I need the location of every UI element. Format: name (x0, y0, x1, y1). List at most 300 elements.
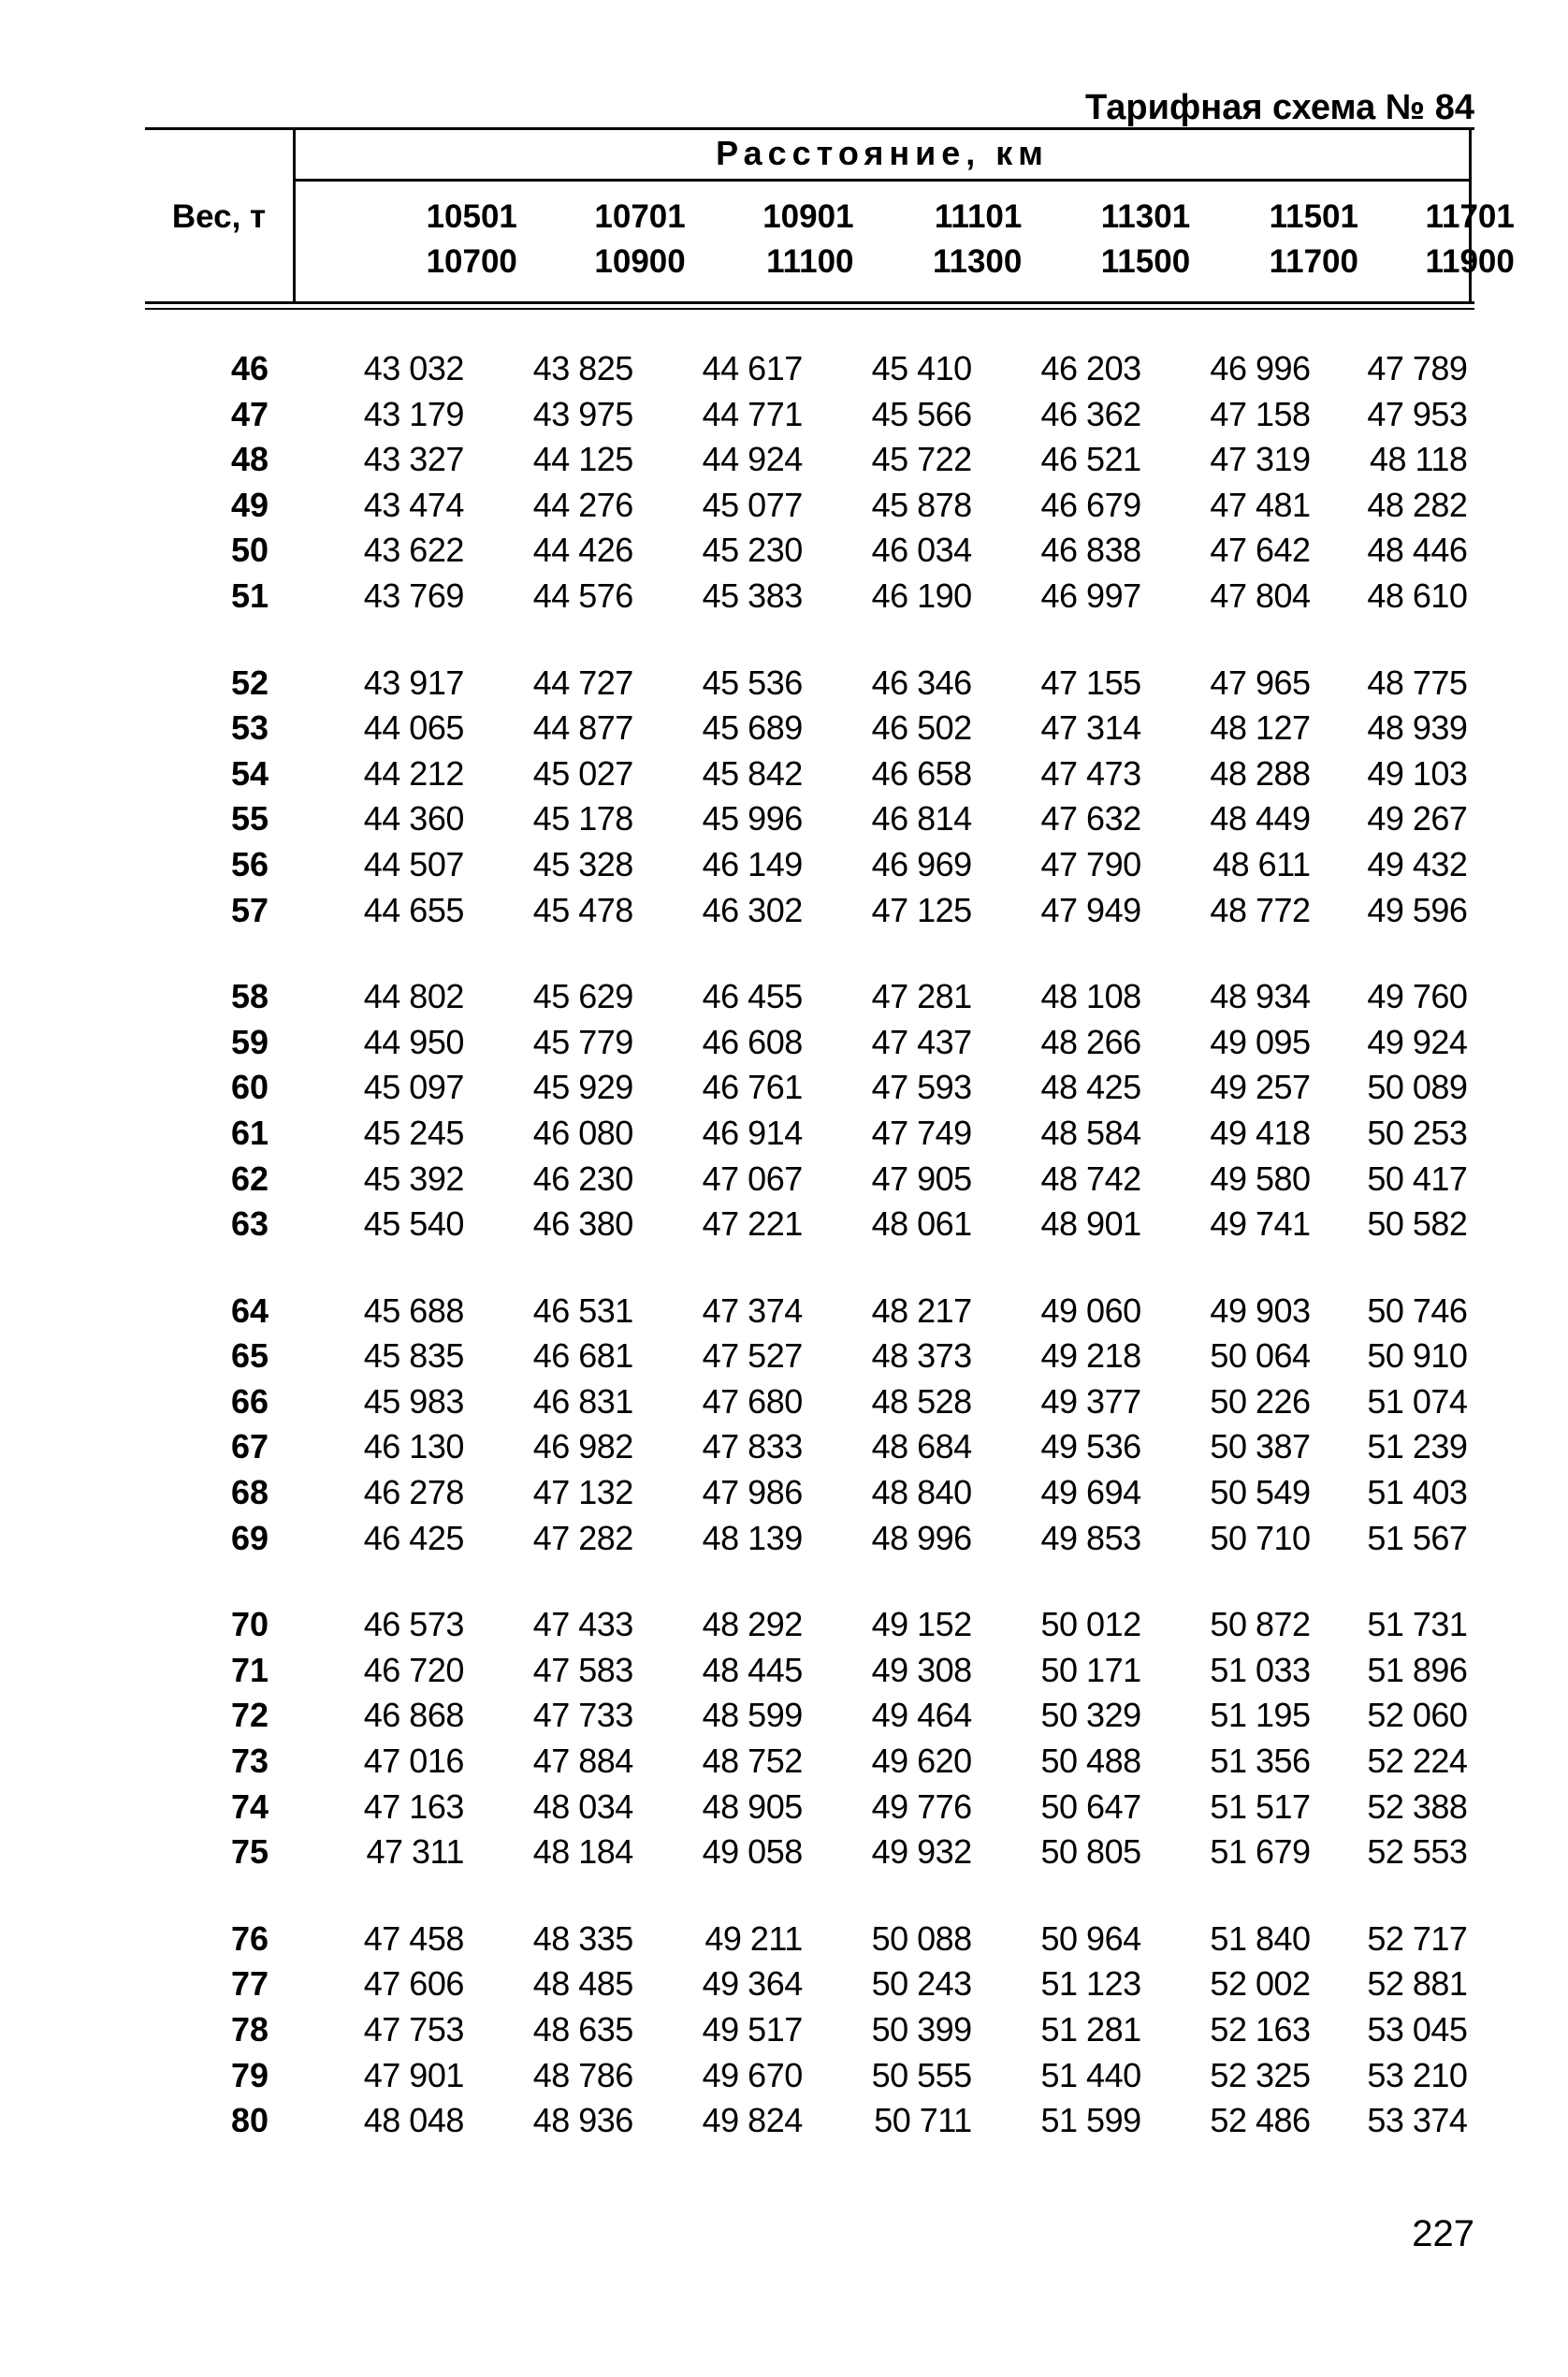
table-row (145, 437, 1474, 483)
row-group (145, 346, 1474, 620)
tariff-cell: 48 742 (1040, 1159, 1141, 1198)
weight-cell: 69 (230, 1518, 269, 1557)
tariff-cell: 48 139 (702, 1518, 803, 1557)
tariff-cell: 51 074 (1367, 1381, 1468, 1421)
tariff-cell: 48 996 (871, 1518, 972, 1557)
range-from: 11701 (1425, 198, 1515, 235)
table-header (145, 127, 1515, 311)
weight-cell: 70 (230, 1605, 269, 1644)
tariff-cell: 46 658 (871, 753, 972, 793)
tariff-cell: 49 932 (871, 1832, 972, 1872)
tariff-cell: 47 016 (363, 1742, 464, 1781)
tariff-cell: 43 769 (363, 576, 464, 615)
tariff-cell: 50 064 (1210, 1336, 1311, 1376)
weight-cell: 53 (230, 708, 269, 748)
tariff-cell: 48 840 (871, 1473, 972, 1512)
tariff-cell: 51 440 (1040, 2055, 1141, 2094)
header-bottom-rule-double (145, 308, 1474, 310)
tariff-cell: 46 034 (871, 531, 972, 570)
tariff-cell: 48 752 (702, 1742, 803, 1781)
tariff-cell: 47 527 (702, 1336, 803, 1376)
tariff-cell: 46 573 (363, 1605, 464, 1644)
tariff-cell: 45 410 (871, 349, 972, 387)
table-row (145, 661, 1474, 707)
tariff-cell: 48 266 (1040, 1022, 1141, 1061)
table-row (145, 842, 1474, 888)
weight-cell: 48 (230, 440, 269, 479)
tariff-cell: 46 761 (702, 1068, 803, 1107)
weight-cell: 56 (230, 844, 269, 883)
table-row (145, 2098, 1474, 2144)
tariff-cell: 46 868 (363, 1696, 464, 1735)
tariff-cell: 47 282 (532, 1518, 633, 1557)
tariff-cell: 48 217 (871, 1291, 972, 1330)
tariff-cell: 48 335 (532, 1918, 633, 1958)
tariff-cell: 45 027 (532, 753, 633, 793)
tariff-cell: 48 373 (871, 1336, 972, 1376)
table-row (145, 2007, 1474, 2053)
tariff-cell: 48 528 (871, 1381, 972, 1421)
tariff-cell: 49 257 (1210, 1068, 1311, 1107)
tariff-cell: 50 711 (874, 2101, 972, 2140)
tariff-cell: 50 488 (1040, 1742, 1141, 1781)
weight-cell: 50 (230, 531, 269, 570)
tariff-cell: 48 061 (871, 1204, 972, 1244)
tariff-cell: 46 302 (702, 890, 803, 929)
tariff-cell: 45 689 (702, 708, 803, 748)
tariff-cell: 47 374 (702, 1291, 803, 1330)
distance-range-header (349, 195, 517, 284)
tariff-cell: 45 929 (532, 1068, 633, 1107)
tariff-cell: 51 033 (1210, 1650, 1311, 1689)
weight-cell: 71 (230, 1650, 269, 1689)
weight-cell: 68 (230, 1473, 269, 1512)
range-from: 10901 (762, 198, 854, 235)
weight-cell: 57 (230, 890, 269, 929)
tariff-cell: 50 746 (1367, 1291, 1468, 1330)
tariff-cell: 50 399 (871, 2010, 972, 2049)
distance-range-header (517, 195, 686, 284)
tariff-cell: 47 158 (1210, 394, 1311, 433)
weight-cell: 80 (230, 2101, 269, 2140)
weight-cell: 59 (230, 1022, 269, 1061)
tariff-cell: 50 910 (1367, 1336, 1468, 1376)
row-group (145, 661, 1474, 934)
tariff-cell: 48 786 (532, 2055, 633, 2094)
tariff-cell: 53 045 (1367, 2010, 1468, 2049)
tariff-cell: 48 449 (1210, 799, 1311, 839)
range-from: 10701 (594, 198, 686, 235)
tariff-cell: 50 549 (1210, 1473, 1311, 1512)
tariff-cell: 48 118 (1369, 440, 1468, 479)
weight-column-header: Вес, т (171, 198, 267, 235)
tariff-cell: 44 655 (363, 890, 464, 929)
tariff-cell: 50 647 (1040, 1786, 1141, 1826)
tariff-cell: 44 771 (702, 394, 803, 433)
tariff-cell: 49 824 (702, 2101, 803, 2140)
tariff-cell: 48 445 (702, 1650, 803, 1689)
tariff-table-body (145, 346, 1474, 2185)
tariff-cell: 44 276 (532, 485, 633, 524)
tariff-cell: 47 632 (1040, 799, 1141, 839)
tariff-cell: 49 464 (871, 1696, 972, 1735)
tariff-cell: 49 670 (702, 2055, 803, 2094)
tariff-cell: 47 319 (1210, 440, 1311, 479)
tariff-cell: 47 790 (1040, 844, 1141, 883)
tariff-cell: 44 065 (363, 708, 464, 748)
tariff-cell: 46 521 (1040, 440, 1141, 479)
tariff-cell: 47 804 (1210, 576, 1311, 615)
table-row (145, 528, 1474, 574)
tariff-cell: 47 949 (1040, 890, 1141, 929)
tariff-cell: 48 184 (532, 1832, 633, 1872)
tariff-cell: 46 380 (532, 1204, 633, 1244)
weight-cell: 64 (230, 1291, 269, 1330)
table-row (145, 1065, 1474, 1111)
tariff-cell: 49 741 (1210, 1204, 1311, 1244)
tariff-cell: 51 731 (1367, 1605, 1468, 1644)
range-to: 11100 (766, 243, 854, 280)
table-row (145, 1470, 1474, 1516)
range-to: 11500 (1100, 243, 1191, 280)
weight-cell: 58 (230, 977, 269, 1016)
tariff-cell: 47 437 (871, 1022, 972, 1061)
tariff-cell: 49 517 (702, 2010, 803, 2049)
tariff-cell: 43 179 (363, 394, 464, 433)
tariff-cell: 50 555 (871, 2055, 972, 2094)
weight-cell: 67 (230, 1427, 269, 1466)
table-row (145, 574, 1474, 620)
table-row (145, 1739, 1474, 1785)
tariff-cell: 50 387 (1210, 1427, 1311, 1466)
tariff-cell: 51 517 (1210, 1786, 1311, 1826)
distance-range-header (853, 195, 1022, 284)
tariff-cell: 49 058 (702, 1832, 803, 1872)
tariff-cell: 46 502 (871, 708, 972, 748)
table-row (145, 974, 1474, 1020)
tariff-cell: 51 679 (1210, 1832, 1311, 1872)
tariff-cell: 48 905 (702, 1786, 803, 1826)
tariff-cell: 50 805 (1040, 1832, 1141, 1872)
distance-header: Расстояние, км (716, 134, 1049, 172)
tariff-cell: 46 814 (871, 799, 972, 839)
tariff-cell: 47 789 (1367, 349, 1468, 387)
tariff-cell: 50 226 (1210, 1381, 1311, 1421)
weight-cell: 51 (230, 576, 269, 615)
tariff-cell: 45 842 (702, 753, 803, 793)
tariff-cell: 49 103 (1367, 753, 1468, 793)
tariff-cell: 48 292 (702, 1605, 803, 1644)
tariff-cell: 49 596 (1367, 890, 1468, 929)
tariff-cell: 49 853 (1040, 1518, 1141, 1557)
tariff-cell: 52 553 (1367, 1832, 1468, 1872)
tariff-cell: 51 123 (1040, 1964, 1141, 2004)
tariff-cell: 46 346 (871, 663, 972, 702)
tariff-cell: 48 610 (1367, 576, 1468, 615)
tariff-cell: 46 230 (532, 1159, 633, 1198)
range-from: 11101 (934, 198, 1023, 235)
table-row (145, 1202, 1474, 1247)
tariff-cell: 47 680 (702, 1381, 803, 1421)
tariff-cell: 49 060 (1040, 1291, 1141, 1330)
table-row (145, 346, 1474, 392)
row-group (145, 974, 1474, 1247)
tariff-cell: 45 779 (532, 1022, 633, 1061)
tariff-cell: 49 377 (1040, 1381, 1141, 1421)
weight-cell: 55 (230, 799, 269, 839)
tariff-cell: 50 012 (1040, 1605, 1141, 1644)
tariff-cell: 52 060 (1367, 1696, 1468, 1735)
tariff-cell: 52 325 (1210, 2055, 1311, 2094)
tariff-cell: 45 077 (702, 485, 803, 524)
weight-cell: 77 (230, 1964, 269, 2004)
tariff-cell: 47 749 (871, 1113, 972, 1152)
tariff-cell: 51 840 (1210, 1918, 1311, 1958)
tariff-cell: 45 478 (532, 890, 633, 929)
tariff-cell: 47 433 (532, 1605, 633, 1644)
tariff-cell: 48 584 (1040, 1113, 1141, 1152)
tariff-cell: 49 536 (1040, 1427, 1141, 1466)
tariff-cell: 43 825 (532, 349, 633, 387)
tariff-cell: 51 403 (1367, 1473, 1468, 1512)
header-bottom-rule (145, 301, 1474, 304)
tariff-cell: 47 163 (363, 1786, 464, 1826)
distance-range-header (686, 195, 854, 284)
tariff-cell: 48 684 (871, 1427, 972, 1466)
tariff-cell: 47 901 (363, 2055, 464, 2094)
tariff-cell: 44 576 (532, 576, 633, 615)
tariff-cell: 48 127 (1210, 708, 1311, 748)
tariff-cell: 46 720 (363, 1650, 464, 1689)
weight-cell: 60 (230, 1068, 269, 1107)
tariff-cell: 45 722 (871, 440, 972, 479)
tariff-cell: 44 507 (363, 844, 464, 883)
tariff-cell: 49 776 (871, 1786, 972, 1826)
tariff-cell: 48 108 (1040, 977, 1141, 1016)
tariff-cell: 44 727 (532, 663, 633, 702)
tariff-cell: 50 710 (1210, 1518, 1311, 1557)
tariff-cell: 47 606 (363, 1964, 464, 2004)
tariff-cell: 49 620 (871, 1742, 972, 1781)
tariff-cell: 46 831 (532, 1381, 633, 1421)
tariff-cell: 49 760 (1367, 977, 1468, 1016)
weight-cell: 75 (230, 1832, 269, 1872)
tariff-cell: 48 772 (1210, 890, 1311, 929)
tariff-cell: 43 032 (363, 349, 464, 387)
range-to: 10900 (594, 243, 686, 280)
tariff-cell: 45 536 (702, 663, 803, 702)
tariff-cell: 44 617 (702, 349, 803, 387)
tariff-cell: 50 253 (1367, 1113, 1468, 1152)
tariff-cell: 50 329 (1040, 1696, 1141, 1735)
weight-cell: 78 (230, 2010, 269, 2049)
distance-range-header (1022, 195, 1190, 284)
tariff-cell: 48 934 (1210, 977, 1311, 1016)
tariff-cell: 47 833 (702, 1427, 803, 1466)
table-row (145, 1648, 1474, 1694)
tariff-cell: 51 896 (1367, 1650, 1468, 1689)
tariff-cell: 47 965 (1210, 663, 1311, 702)
tariff-cell: 45 230 (702, 531, 803, 570)
tariff-cell: 50 872 (1210, 1605, 1311, 1644)
tariff-cell: 43 917 (363, 663, 464, 702)
tariff-cell: 53 210 (1367, 2055, 1468, 2094)
tariff-cell: 47 281 (871, 977, 972, 1016)
tariff-cell: 50 582 (1367, 1204, 1468, 1244)
tariff-cell: 49 364 (702, 1964, 803, 2004)
tariff-cell: 47 458 (363, 1918, 464, 1958)
tariff-cell: 48 446 (1367, 531, 1468, 570)
tariff-cell: 50 171 (1040, 1650, 1141, 1689)
range-from: 10501 (426, 198, 517, 235)
distance-range-header (1346, 195, 1515, 284)
tariff-cell: 46 362 (1040, 394, 1141, 433)
tariff-cell: 46 681 (532, 1336, 633, 1376)
table-row (145, 796, 1474, 842)
tariff-cell: 48 485 (532, 1964, 633, 2004)
table-row (145, 1424, 1474, 1470)
tariff-cell: 51 195 (1210, 1696, 1311, 1735)
tariff-cell: 46 969 (871, 844, 972, 883)
range-to: 11700 (1269, 243, 1358, 280)
tariff-cell: 49 432 (1367, 844, 1468, 883)
tariff-cell: 49 418 (1210, 1113, 1311, 1152)
tariff-cell: 51 281 (1040, 2010, 1141, 2049)
tariff-cell: 46 149 (702, 844, 803, 883)
tariff-cell: 48 775 (1367, 663, 1468, 702)
tariff-cell: 47 986 (702, 1473, 803, 1512)
table-row (145, 888, 1474, 934)
tariff-cell: 51 599 (1040, 2101, 1141, 2140)
tariff-cell: 47 132 (532, 1473, 633, 1512)
tariff-cell: 44 426 (532, 531, 633, 570)
tariff-cell: 48 034 (532, 1786, 633, 1826)
tariff-cell: 46 996 (1210, 349, 1311, 387)
tariff-cell: 45 392 (363, 1159, 464, 1198)
tariff-cell: 51 356 (1210, 1742, 1311, 1781)
tariff-cell: 44 125 (532, 440, 633, 479)
tariff-cell: 49 095 (1210, 1022, 1311, 1061)
range-from: 11501 (1269, 198, 1358, 235)
tariff-cell: 44 950 (363, 1022, 464, 1061)
weight-cell: 61 (230, 1113, 269, 1152)
tariff-cell: 50 417 (1367, 1159, 1468, 1198)
tariff-cell: 48 599 (702, 1696, 803, 1735)
tariff-cell: 44 212 (363, 753, 464, 793)
tariff-cell: 47 473 (1040, 753, 1141, 793)
tariff-cell: 50 243 (871, 1964, 972, 2004)
tariff-cell: 45 996 (702, 799, 803, 839)
tariff-cell: 50 964 (1040, 1918, 1141, 1958)
tariff-cell: 47 314 (1040, 708, 1141, 748)
weight-cell: 47 (230, 394, 269, 433)
tariff-cell: 45 178 (532, 799, 633, 839)
distance-header-box (293, 127, 1515, 301)
table-row (145, 1157, 1474, 1203)
tariff-cell: 52 717 (1367, 1918, 1468, 1958)
range-from: 11301 (1100, 198, 1191, 235)
tariff-cell: 50 089 (1367, 1068, 1468, 1107)
table-row (145, 1830, 1474, 1875)
weight-cell: 54 (230, 753, 269, 793)
tariff-cell: 53 374 (1367, 2101, 1468, 2140)
tariff-cell: 49 152 (871, 1605, 972, 1644)
tariff-cell: 46 608 (702, 1022, 803, 1061)
tariff-cell: 52 224 (1367, 1742, 1468, 1781)
tariff-cell: 43 975 (532, 394, 633, 433)
table-row (145, 1111, 1474, 1157)
row-group (145, 1289, 1474, 1562)
table-row (145, 1602, 1474, 1648)
tariff-cell: 48 288 (1210, 753, 1311, 793)
tariff-cell: 47 753 (363, 2010, 464, 2049)
tariff-cell: 48 425 (1040, 1068, 1141, 1107)
tariff-cell: 48 635 (532, 2010, 633, 2049)
tariff-cell: 45 328 (532, 844, 633, 883)
tariff-cell: 46 455 (702, 977, 803, 1016)
tariff-cell: 49 218 (1040, 1336, 1141, 1376)
weight-cell: 79 (230, 2055, 269, 2094)
table-row (145, 1289, 1474, 1334)
row-group (145, 1917, 1474, 2144)
page-number: 227 (1412, 2213, 1474, 2254)
tariff-cell: 47 481 (1210, 485, 1311, 524)
tariff-cell: 45 835 (363, 1336, 464, 1376)
distance-header-rule (296, 179, 1469, 182)
tariff-cell: 46 203 (1040, 349, 1141, 387)
tariff-cell: 45 566 (871, 394, 972, 433)
tariff-cell: 51 567 (1367, 1518, 1468, 1557)
tariff-cell: 43 622 (363, 531, 464, 570)
table-row (145, 1020, 1474, 1066)
weight-cell: 65 (230, 1336, 269, 1376)
tariff-cell: 43 474 (363, 485, 464, 524)
table-row (145, 706, 1474, 751)
tariff-cell: 46 080 (532, 1113, 633, 1152)
table-row (145, 1785, 1474, 1830)
tariff-cell: 48 901 (1040, 1204, 1141, 1244)
tariff-cell: 46 679 (1040, 485, 1141, 524)
table-row (145, 1334, 1474, 1379)
table-row (145, 483, 1474, 529)
tariff-cell: 47 155 (1040, 663, 1141, 702)
tariff-cell: 49 924 (1367, 1022, 1468, 1061)
table-row (145, 1917, 1474, 1962)
tariff-cell: 49 694 (1040, 1473, 1141, 1512)
tariff-cell: 47 593 (871, 1068, 972, 1107)
tariff-cell: 52 163 (1210, 2010, 1311, 2049)
row-group (145, 1602, 1474, 1875)
distance-range-header (1190, 195, 1358, 284)
weight-cell: 72 (230, 1696, 269, 1735)
tariff-cell: 46 997 (1040, 576, 1141, 615)
weight-cell: 76 (230, 1918, 269, 1958)
tariff-cell: 48 611 (1212, 844, 1311, 883)
tariff-cell: 47 583 (532, 1650, 633, 1689)
tariff-cell: 47 221 (702, 1204, 803, 1244)
table-row (145, 1516, 1474, 1562)
weight-cell: 74 (230, 1786, 269, 1826)
tariff-cell: 43 327 (363, 440, 464, 479)
tariff-cell: 49 903 (1210, 1291, 1311, 1330)
tariff-cell: 47 067 (702, 1159, 803, 1198)
weight-cell: 66 (230, 1381, 269, 1421)
weight-cell: 62 (230, 1159, 269, 1198)
weight-cell: 46 (230, 349, 269, 387)
table-row (145, 751, 1474, 797)
tariff-cell: 46 531 (532, 1291, 633, 1330)
tariff-cell: 49 308 (871, 1650, 972, 1689)
